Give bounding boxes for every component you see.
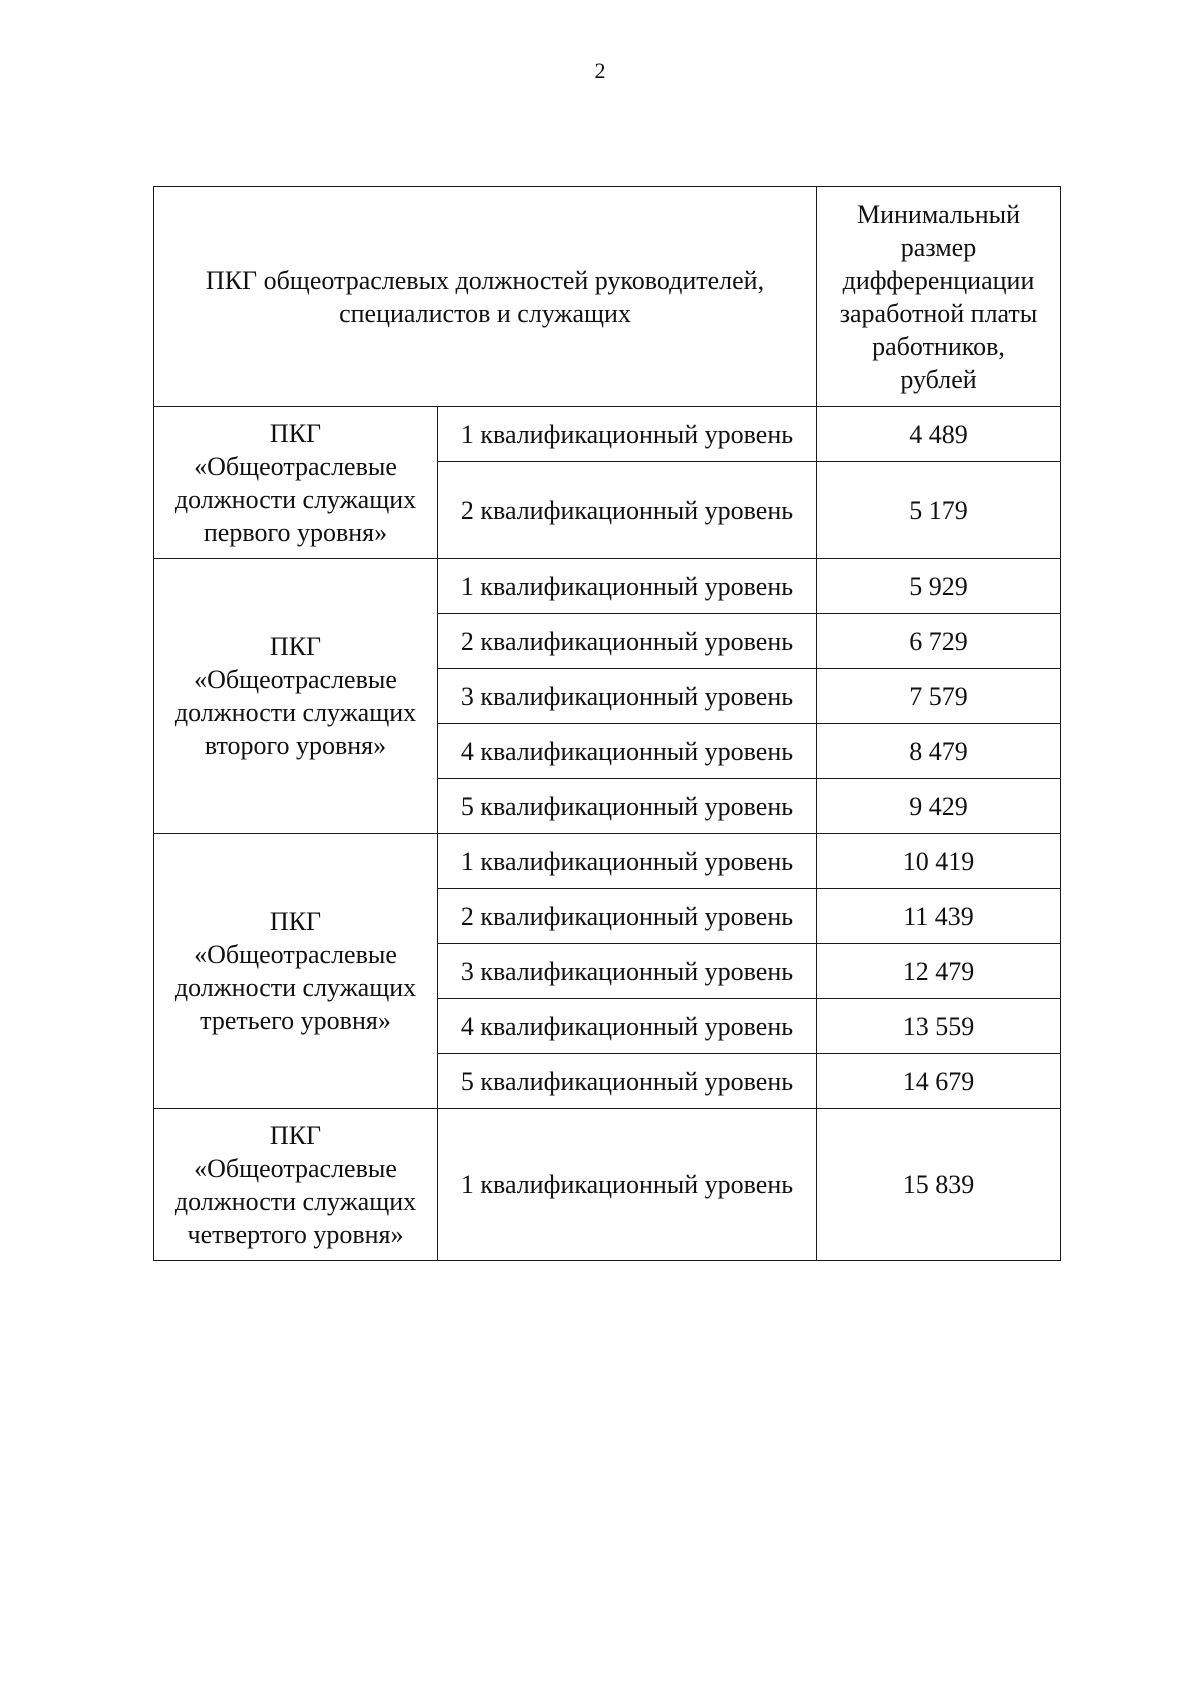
qualification-level-cell: 1 квалификационный уровень <box>438 834 817 889</box>
header-min-size-line: заработной платы <box>839 298 1038 328</box>
qualification-level-cell: 1 квалификационный уровень <box>438 407 817 462</box>
table-row <box>154 1109 1061 1261</box>
group-title-cell <box>154 559 438 834</box>
table-row <box>154 407 1061 462</box>
group-title-line: «Общеотраслевые <box>194 451 397 481</box>
qualification-level-cell: 5 квалификационный уровень <box>438 1054 817 1109</box>
group-title-line: ПКГ <box>269 418 322 448</box>
qualification-level-cell: 2 квалификационный уровень <box>438 614 817 669</box>
group-title-line: второго уровня» <box>204 731 387 760</box>
min-salary-value-cell: 15 839 <box>817 1109 1061 1261</box>
group-title-cell <box>154 407 438 559</box>
page-number: 2 <box>594 58 606 83</box>
group-title-line: «Общеотраслевые <box>194 1153 397 1183</box>
group-title-cell <box>154 1109 438 1261</box>
min-salary-value-cell: 6 729 <box>817 614 1061 669</box>
qualification-level-cell: 2 квалификационный уровень <box>438 462 817 559</box>
group-title-line: ПКГ <box>269 632 322 661</box>
qualification-level-cell: 2 квалификационный уровень <box>438 889 817 944</box>
min-salary-value-cell: 14 679 <box>817 1054 1061 1109</box>
group-title-line: третьего уровня» <box>200 1006 391 1035</box>
min-salary-value-cell: 12 479 <box>817 944 1061 999</box>
header-min-size-line: работников, <box>872 331 1005 361</box>
min-salary-value-cell: 11 439 <box>817 889 1061 944</box>
table-row <box>154 559 1061 614</box>
min-salary-value-cell: 5 179 <box>817 462 1061 559</box>
qualification-level-cell: 3 квалификационный уровень <box>438 944 817 999</box>
group-title-line: первого уровня» <box>203 517 388 547</box>
header-min-size <box>817 187 1061 407</box>
min-salary-value-cell: 10 419 <box>817 834 1061 889</box>
group-title-line: должности служащих <box>174 484 417 514</box>
min-salary-value-cell: 8 479 <box>817 724 1061 779</box>
group-title-line: ПКГ <box>269 907 322 936</box>
min-salary-value-cell: 4 489 <box>817 407 1061 462</box>
min-salary-value-cell: 9 429 <box>817 779 1061 834</box>
qualification-level-cell: 5 квалификационный уровень <box>438 779 817 834</box>
header-min-size-line: дифференциации <box>842 265 1035 295</box>
group-title-line: должности служащих <box>174 1186 417 1216</box>
header-pkg-title: ПКГ общеотраслевых должностей руководителей, специалистов и служащих <box>154 187 817 407</box>
group-title-line: должности служащих <box>174 973 417 1002</box>
qualification-level-cell: 1 квалификационный уровень <box>438 1109 817 1261</box>
min-salary-value-cell: 7 579 <box>817 669 1061 724</box>
qualification-level-cell: 1 квалификационный уровень <box>438 559 817 614</box>
qualification-level-cell: 3 квалификационный уровень <box>438 669 817 724</box>
salary-differentiation-table <box>153 186 1061 1261</box>
group-title-line: ПКГ <box>269 1120 322 1150</box>
group-title-line: четвертого уровня» <box>187 1219 404 1249</box>
table-row <box>154 834 1061 889</box>
qualification-level-cell: 4 квалификационный уровень <box>438 724 817 779</box>
group-title-line: «Общеотраслевые <box>194 665 397 694</box>
header-min-size-line: размер <box>900 232 977 262</box>
header-min-size-line: Минимальный <box>856 199 1021 229</box>
table-header-row <box>154 187 1061 407</box>
group-title-line: должности служащих <box>174 698 417 727</box>
group-title-cell <box>154 834 438 1109</box>
header-min-size-line: рублей <box>900 364 977 394</box>
min-salary-value-cell: 5 929 <box>817 559 1061 614</box>
qualification-level-cell: 4 квалификационный уровень <box>438 999 817 1054</box>
group-title-line: «Общеотраслевые <box>194 940 397 969</box>
table-body <box>154 407 1061 1261</box>
min-salary-value-cell: 13 559 <box>817 999 1061 1054</box>
